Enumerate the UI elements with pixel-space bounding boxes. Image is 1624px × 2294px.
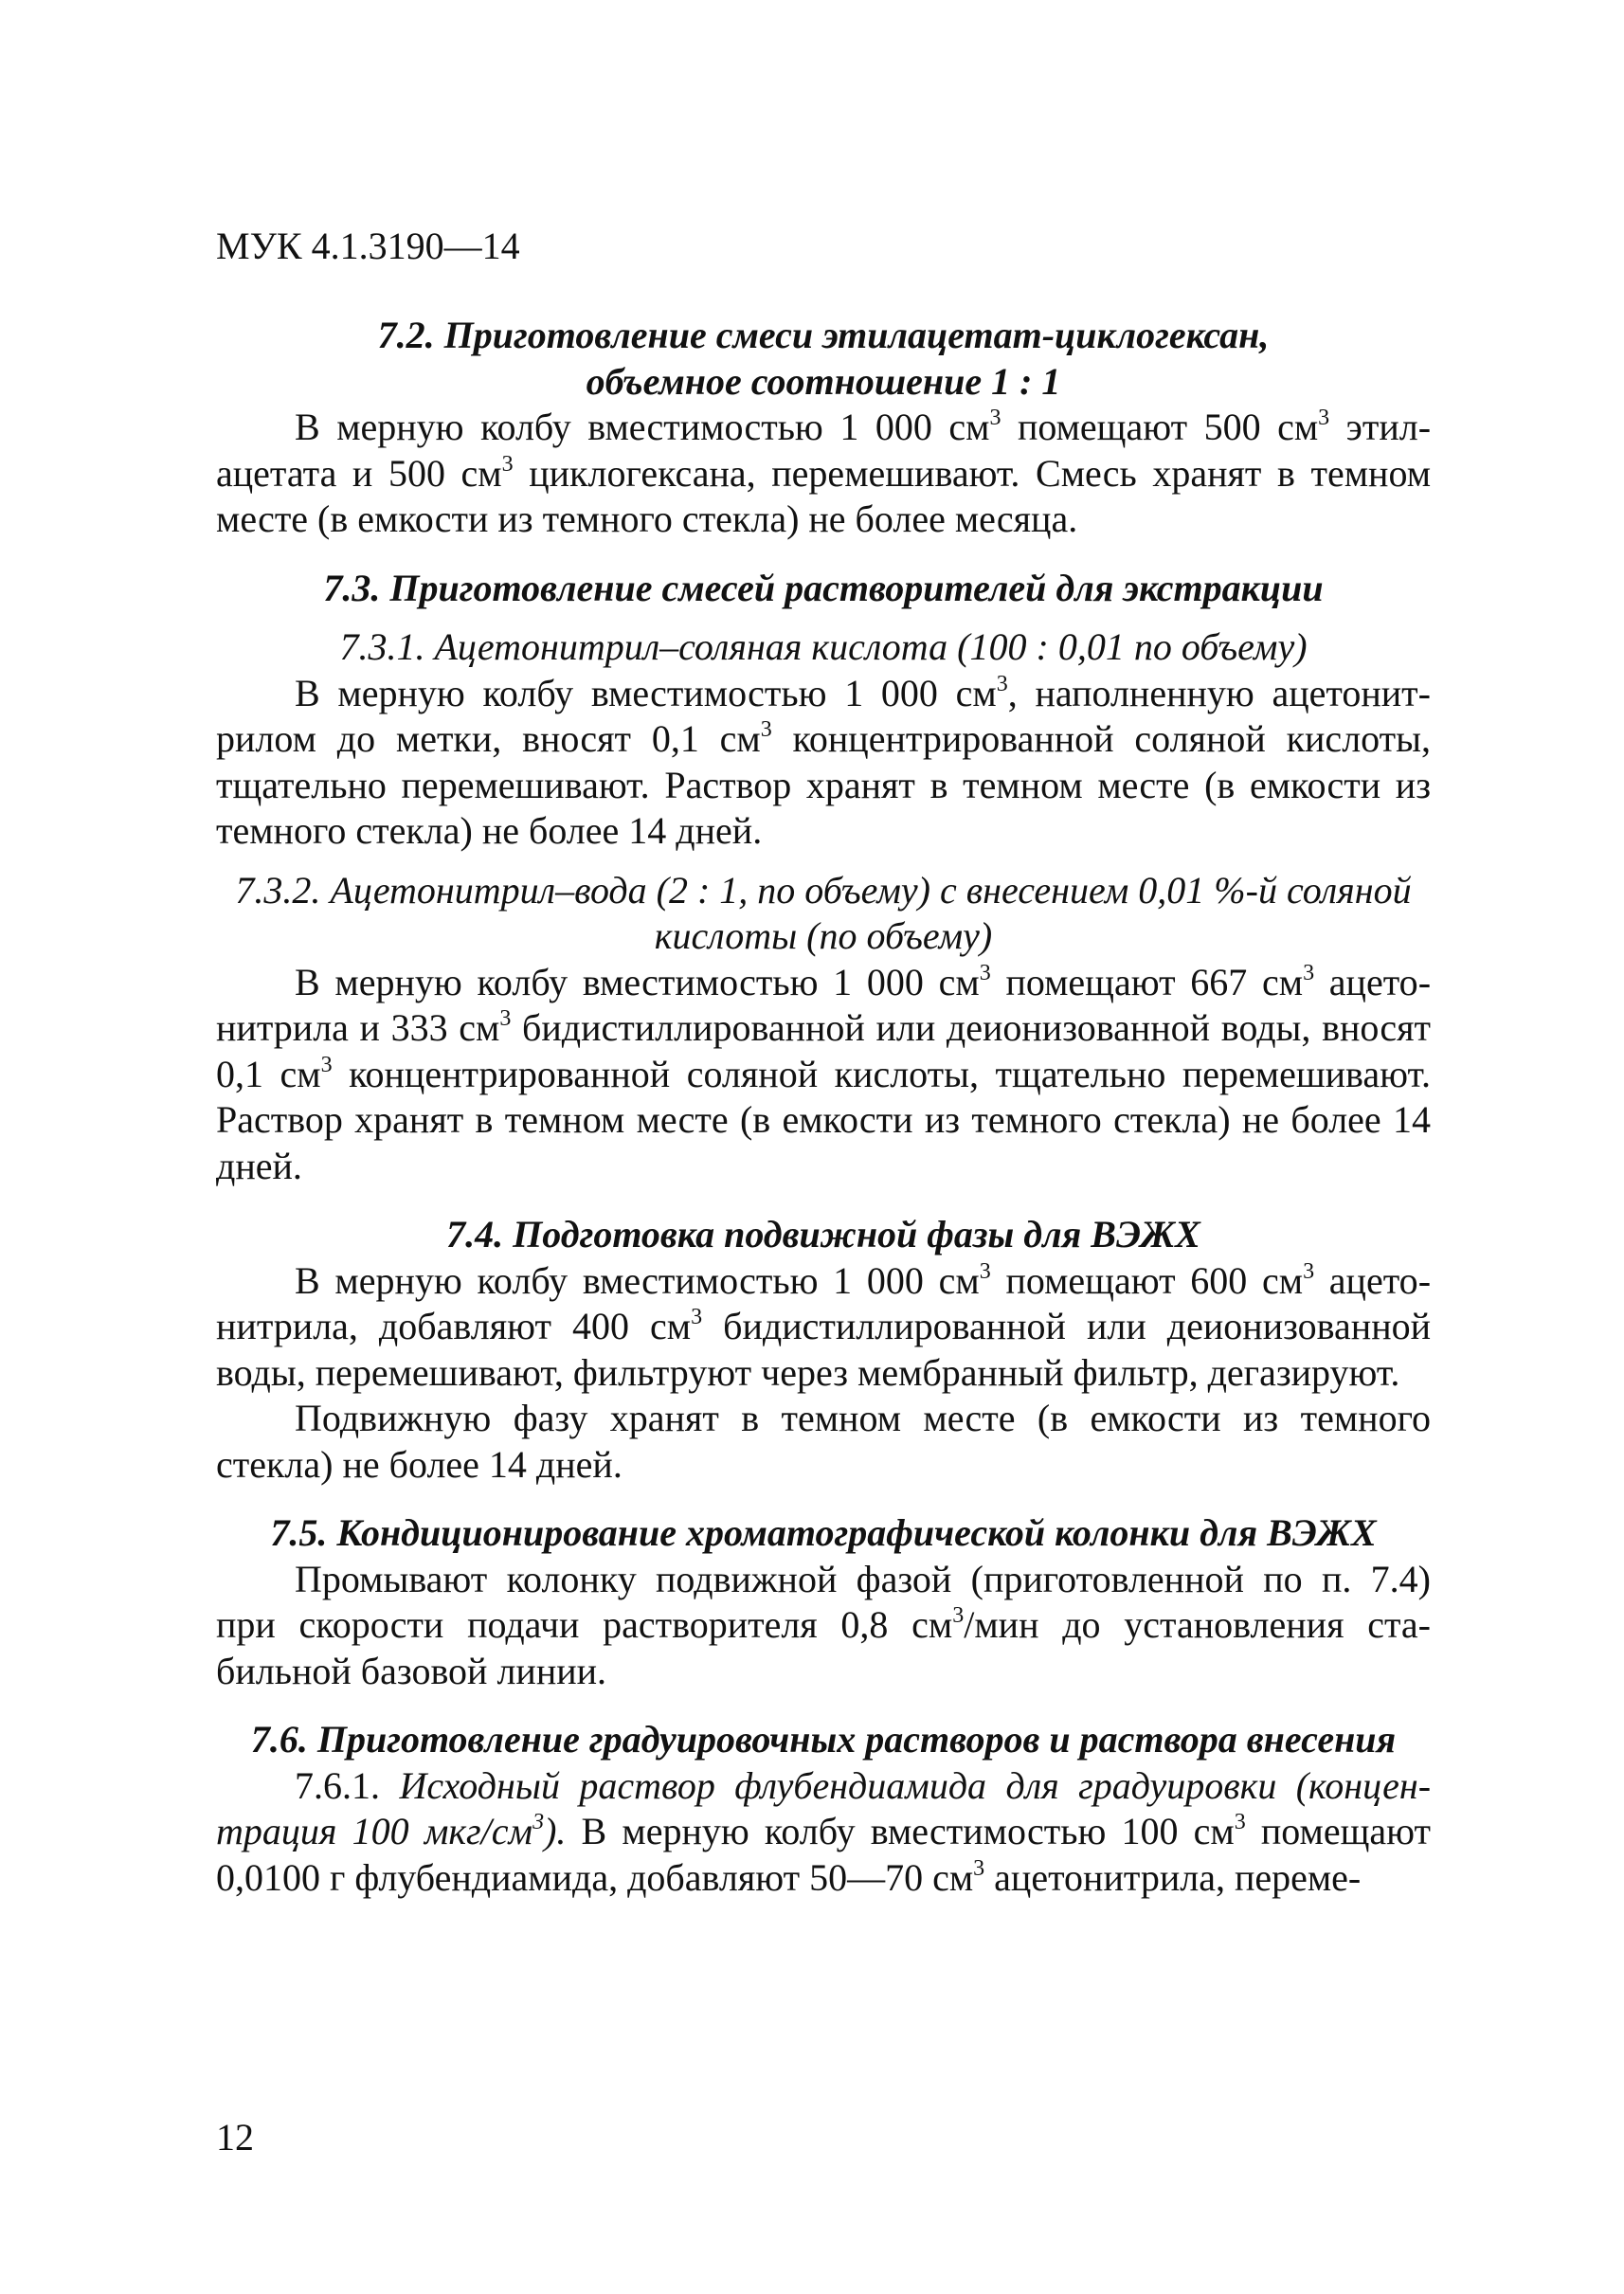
section-7-3-2-title-line1: 7.3.2. Ацетонитрил–вода (2 : 1, по объему) с внесением 0,01 %-й соляной xyxy=(235,868,1412,912)
page-number: 12 xyxy=(216,2116,254,2159)
section-7-6-title: 7.6. Приготовление градуировочных растворов и раствора внесения xyxy=(250,1718,1397,1761)
section-7-4-paragraph-1: В мерную колбу вместимостью 1 000 $см^3$ помещают 600 $см^3$ ацетонитрила, добавляют 400 $см^3$ бидистиллированной или деионизованной воды, перемешивают, фильтруют через мембранный фильтр, дегазируют. xyxy=(216,1258,1432,1394)
section-7-3-title: 7.3. Приготовление смесей растворителей для экстракции xyxy=(323,566,1324,609)
section-7-2-title-line2: объемное соотношение 1 : 1 xyxy=(586,359,1061,403)
section-7-4-paragraph-2: Подвижную фазу хранят в темном месте (в емкости из темного стекла) не более 14 дней. xyxy=(216,1397,1431,1486)
section-7-3-2-paragraph: В мерную колбу вместимостью 1 000 $см^3$ помещают 667 $см^3$ ацетонитрила и 333 $см^3$ бидистиллированной или деионизованной воды, вносят 0,1 $см^3$ концентрированной соляной кислоты, тщательно перемешивают. Раствор хранят в темном месте (в емкости из темного стекла) не более 14 дней. xyxy=(216,960,1432,1187)
section-7-4-title: 7.4. Подготовка подвижной фазы для ВЭЖХ xyxy=(446,1213,1200,1255)
section-7-2-title-line1: 7.2. Приготовление смеси этилацетат-циклогексан, xyxy=(377,314,1270,356)
section-7-3-1-paragraph: В мерную колбу вместимостью 1 000 $см^3$, наполненную ацетонитрилом до метки, вносят 0,1 $см^3$ концентрированной соляной кислоты, тщательно перемешивают. Раствор хранят в темном месте (в емкости из темного стекла) не более 14 дней. xyxy=(216,671,1431,852)
document-code: МУК 4.1.3190—14 xyxy=(216,225,520,267)
section-7-3-1-title: 7.3.1. Ацетонитрил–соляная кислота (100 : 0,01 по объему) xyxy=(339,625,1308,668)
section-7-5-paragraph: Промывают колонку подвижной фазой (приготовленной по п. 7.4) при скорости подачи растворителя 0,8 $см^3$/мин до установления стабильной базовой линии. xyxy=(216,1557,1431,1692)
section-7-3-2-title-line2: кислоты (по объему) xyxy=(654,914,993,957)
section-7-2-paragraph: В мерную колбу вместимостью 1 000 $см^3$ помещают 500 $см^3$ этилацетата и 500 $см^3$ циклогексана, перемешивают. Смесь хранят в темном месте (в емкости из темного стекла) не более месяца. xyxy=(216,406,1432,540)
section-7-6-1-paragraph: 7.6.1. Исходный раствор флубендиамида для градуировки (концентрация 100 мкг/$см^3$). В мерную колбу вместимостью 100 $см^3$ помещают 0,0100 г флубендиамида, добавляют 50—70 $см^3$ ацетонитрила, переме- xyxy=(216,1763,1432,1899)
section-7-5-title: 7.5. Кондиционирование хроматографической колонки для ВЭЖХ xyxy=(270,1511,1377,1554)
document-body xyxy=(216,313,1431,1901)
